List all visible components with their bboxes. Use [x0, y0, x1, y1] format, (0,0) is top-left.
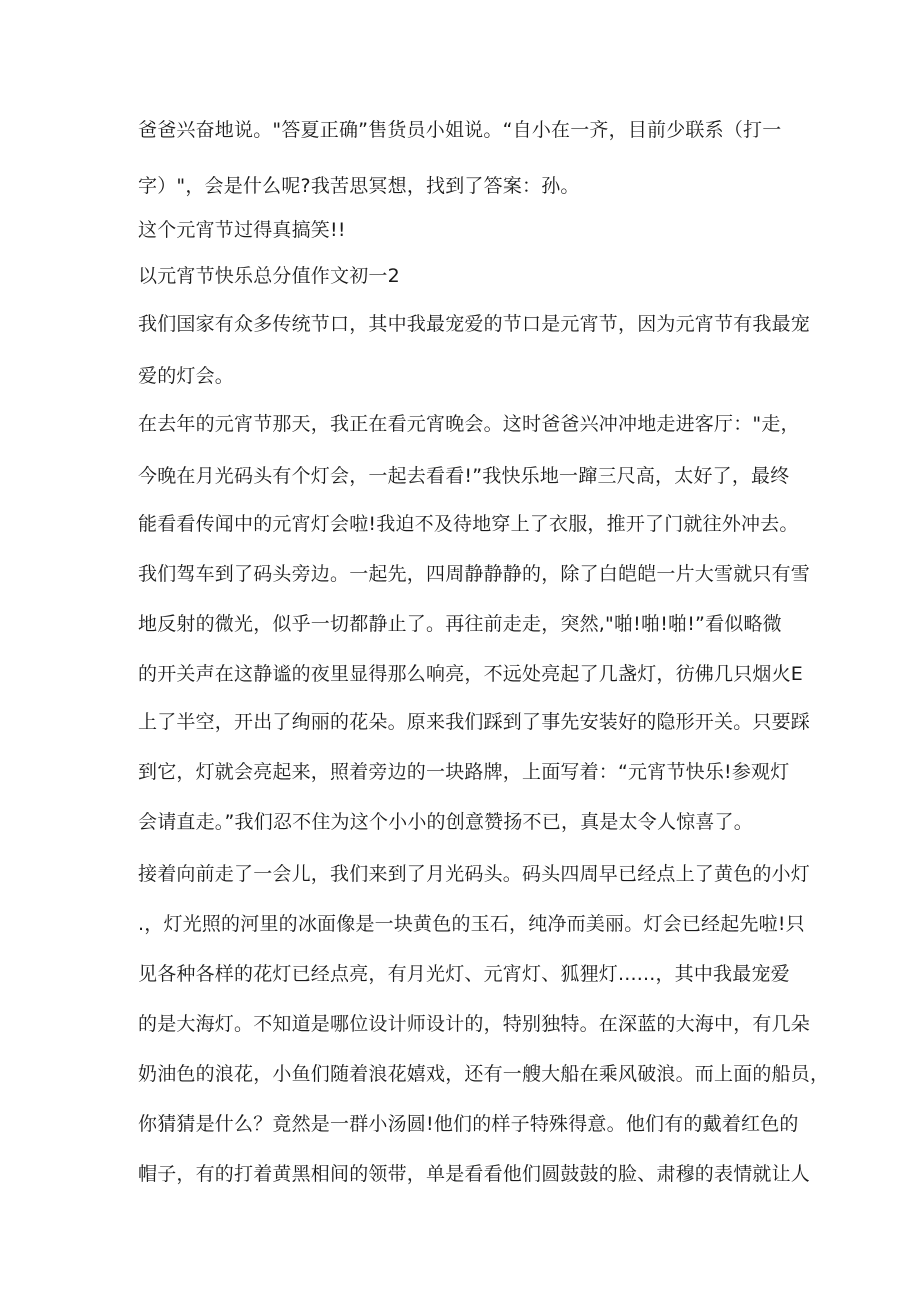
text-line: 接着向前走了一会儿，我们来到了月光码头。码头四周早已经点上了黄色的小灯	[138, 863, 811, 885]
text-line: 你猜猜是什么？竟然是一群小汤圆!他们的样子特殊得意。他们有的戴着红色的	[138, 1113, 799, 1135]
text-line: 这个元宵节过得真搞笑!!	[138, 219, 346, 241]
text-line: 见各种各样的花灯已经点亮，有月光灯、元宵灯、狐狸灯......，其中我最宠爱	[138, 963, 790, 985]
text-line: 今晚在月光码头有个灯会，一起去看看!”我快乐地一蹿三尺高，太好了，最终	[138, 465, 790, 487]
text-line: 帽子，有的打着黄黑相间的领带，单是看看他们圆鼓鼓的脸、肃穆的表情就让人	[138, 1163, 811, 1185]
text-line: 爱的灯会。	[138, 365, 235, 387]
text-line: 的是大海灯。不知道是哪位设计师设计的，特别独特。在深蓝的大海中，有几朵	[138, 1013, 811, 1035]
text-line: 字）"，会是什么呢?我苦思冥想，找到了答案：孙。	[138, 175, 580, 197]
text-line: 在去年的元宵节那天，我正在看元宵晚会。这时爸爸兴冲冲地走进客厅："走，	[138, 413, 800, 435]
text-line: 的开关声在这静谧的夜里显得那么响亮，不远处亮起了几盏灯，彷佛几只烟火E	[138, 663, 804, 685]
text-line: 我们国家有众多传统节口，其中我最宠爱的节口是元宵节，因为元宵节有我最宠	[138, 313, 811, 335]
text-line: 我们驾车到了码头旁边。一起先，四周静静静的，除了白皑皑一片大雪就只有雪	[138, 563, 811, 585]
text-line: 爸爸兴奋地说。"答夏正确”售货员小姐说。“自小在一齐，目前少联系（打一	[138, 119, 782, 141]
text-line: 能看看传闻中的元宵灯会啦!我迫不及待地穿上了衣服，推开了门就往外冲去。	[138, 513, 799, 535]
text-line: 奶油色的浪花，小鱼们随着浪花嬉戏，还有一艘大船在乘风破浪。而上面的船员，	[138, 1063, 830, 1085]
text-line: 到它，灯就会亮起来，照着旁边的一块路牌，上面写着：“元宵节快乐!参观灯	[138, 761, 790, 783]
text-line: 上了半空，开出了绚丽的花朵。原来我们踩到了事先安装好的隐形开关。只要踩	[138, 711, 811, 733]
text-line: 会请直走。”我们忍不住为这个小小的创意赞扬不已，真是太令人惊喜了。	[138, 811, 753, 833]
section-heading: 以元宵节快乐总分值作文初一2	[138, 265, 400, 287]
text-line: 地反射的微光，似乎一切都静止了。再往前走走，突然,"啪!啪!啪!”看似略微	[138, 613, 782, 635]
text-line: .，灯光照的河里的冰面像是一块黄色的玉石，纯净而美丽。灯会已经起先啦!只	[138, 913, 805, 935]
